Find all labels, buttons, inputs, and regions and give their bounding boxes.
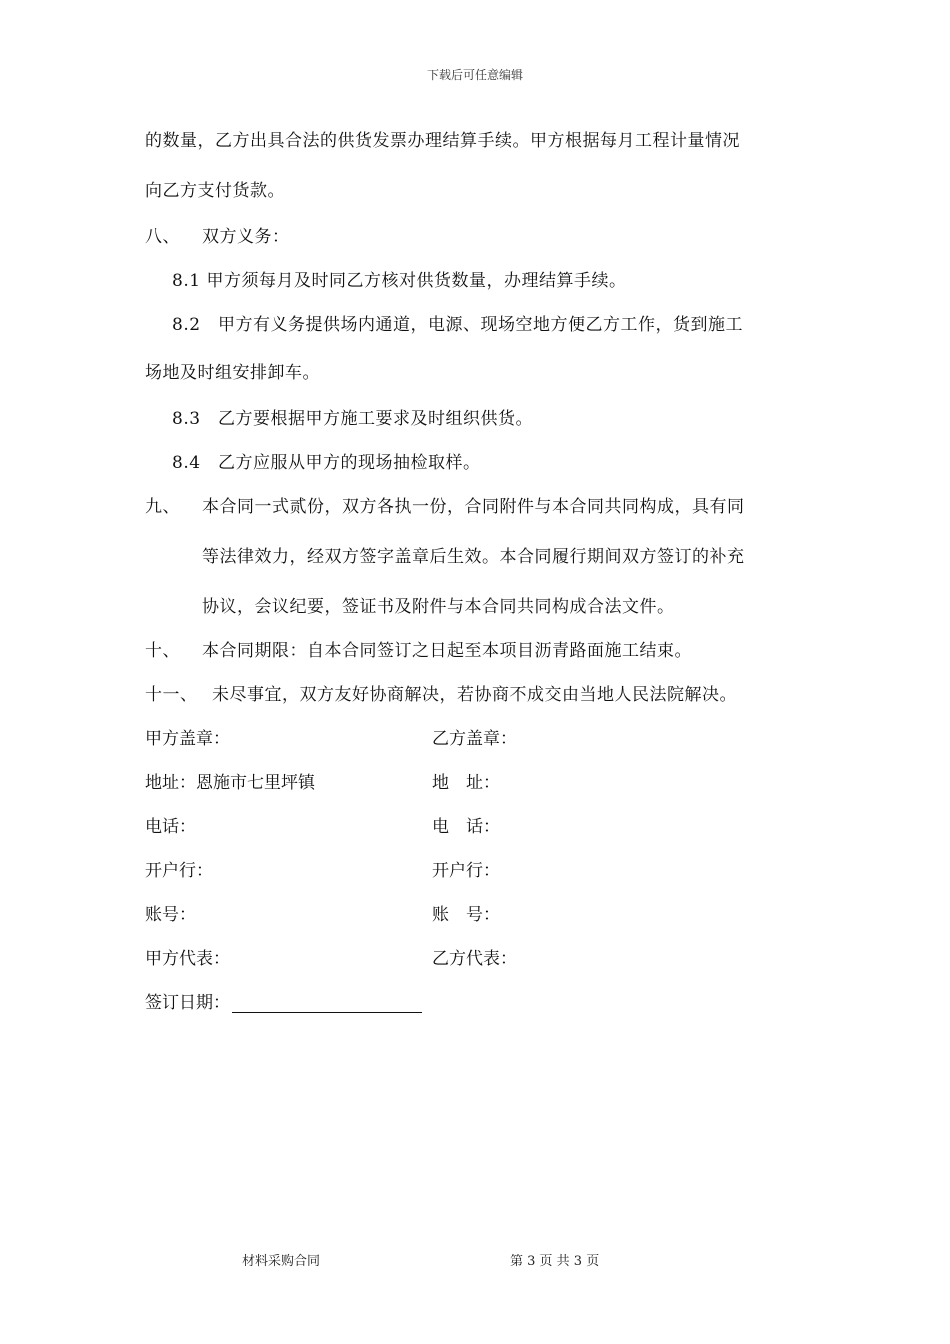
party-b-seal-label: 乙方盖章： <box>432 729 517 749</box>
signing-date-label: 签订日期： <box>145 993 230 1013</box>
section-8-title: 双方义务： <box>202 227 290 247</box>
section-11-text: 未尽事宜，双方友好协商解决，若协商不成交由当地人民法院解决。 <box>212 685 737 705</box>
footer-page-info: 第 3 页 共 3 页 <box>510 1254 600 1269</box>
section-10-number: 十、 <box>145 641 180 661</box>
party-a-seal-label: 甲方盖章： <box>145 729 230 749</box>
section-8-number: 八、 <box>145 227 180 247</box>
party-a-account-label: 账号： <box>145 905 196 925</box>
clause-8-3: 8.3 乙方要根据甲方施工要求及时组织供货。 <box>172 409 534 429</box>
party-a-address: 地址：恩施市七里坪镇 <box>145 773 315 793</box>
party-b-phone-label: 电 话： <box>432 817 500 837</box>
party-a-representative-label: 甲方代表： <box>145 949 230 969</box>
party-b-representative-label: 乙方代表： <box>432 949 517 969</box>
clause-8-2-continued: 场地及时组安排卸车。 <box>145 363 320 383</box>
party-a-phone-label: 电话： <box>145 817 196 837</box>
section-9-line: 等法律效力，经双方签字盖章后生效。本合同履行期间双方签订的补充 <box>202 547 745 567</box>
party-b-account-label: 账 号： <box>432 905 500 925</box>
section-9-line: 本合同一式贰份，双方各执一份，合同附件与本合同共同构成，具有同 <box>202 497 745 517</box>
section-9-number: 九、 <box>145 497 180 517</box>
clause-8-2: 8.2 甲方有义务提供场内通道，电源、现场空地方便乙方工作，货到施工 <box>172 315 744 335</box>
signing-date-blank <box>232 996 422 1013</box>
signing-date-row <box>145 988 422 1013</box>
paragraph-line: 向乙方支付货款。 <box>145 181 285 201</box>
footer-doc-title: 材料采购合同 <box>242 1254 321 1269</box>
section-10-text: 本合同期限：自本合同签订之日起至本项目沥青路面施工结束。 <box>202 641 692 661</box>
paragraph-line: 的数量，乙方出具合法的供货发票办理结算手续。甲方根据每月工程计量情况 <box>145 131 740 151</box>
party-b-address-label: 地 址： <box>432 773 500 793</box>
section-9-line: 协议，会议纪要，签证书及附件与本合同共同构成合法文件。 <box>202 597 675 617</box>
party-a-bank-label: 开户行： <box>145 861 213 881</box>
header-note: 下载后可任意编辑 <box>426 68 523 82</box>
clause-8-4: 8.4 乙方应服从甲方的现场抽检取样。 <box>172 453 481 473</box>
clause-8-1: 8.1 甲方须每月及时同乙方核对供货数量，办理结算手续。 <box>172 271 627 291</box>
party-b-bank-label: 开户行： <box>432 861 500 881</box>
section-11-number: 十一、 <box>145 685 198 705</box>
